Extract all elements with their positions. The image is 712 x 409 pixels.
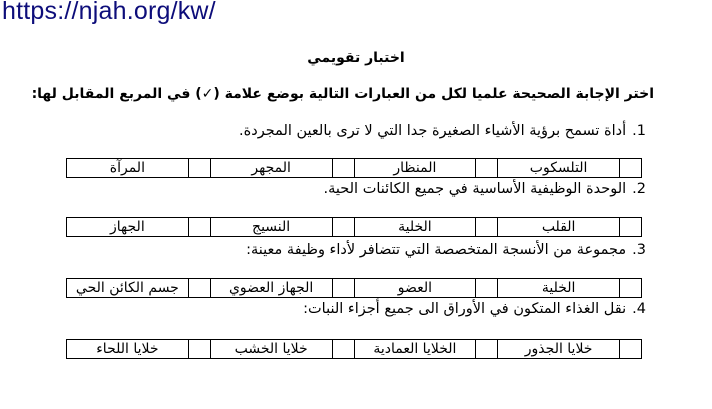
answer-checkbox[interactable] [619, 340, 641, 358]
answer-checkbox[interactable] [619, 279, 641, 297]
option-label: القلب [541, 219, 576, 235]
instruction-text: اختر الإجابة الصحيحة علميا لكل من العبارات التالية بوضع علامة (✓) في المربع المقابل لها: [31, 86, 654, 102]
option-3-1 [497, 279, 641, 297]
answer-checkbox[interactable] [619, 218, 641, 236]
question-text: مجموعة من الأنسجة المتخصصة التي تتضافر لأداء وظيفة معينة: [246, 242, 627, 258]
answer-checkbox[interactable] [475, 218, 497, 236]
answer-checkbox[interactable] [475, 159, 497, 177]
option-2-1 [497, 218, 641, 236]
question-4 [303, 301, 646, 317]
question-3 [246, 242, 646, 258]
option-1-1 [497, 159, 641, 177]
option-label: الخلية [398, 219, 432, 235]
option-2-2 [354, 218, 498, 236]
answer-checkbox[interactable] [475, 340, 497, 358]
option-label: المرآة [109, 160, 145, 176]
options-row-3 [66, 278, 642, 298]
option-label: جسم الكائن الحي [75, 280, 179, 296]
options-row-4 [66, 339, 642, 359]
answer-checkbox[interactable] [332, 340, 354, 358]
options-row-1 [66, 158, 642, 178]
option-label: الجهاز [110, 219, 145, 235]
answer-checkbox[interactable] [332, 159, 354, 177]
option-2-4 [67, 218, 210, 236]
option-4-3 [210, 340, 354, 358]
question-2 [324, 181, 646, 197]
option-label: خلايا الخشب [234, 341, 308, 357]
option-label: المجهر [251, 160, 291, 176]
answer-checkbox[interactable] [475, 279, 497, 297]
source-url[interactable]: https://njah.org/kw/ [2, 0, 216, 25]
question-number: 1. [632, 123, 646, 139]
option-label: خلايا اللحاء [96, 341, 159, 357]
option-4-2 [354, 340, 498, 358]
question-1 [239, 123, 646, 139]
quiz-title: اختبار تقويمي [307, 50, 405, 66]
question-number: 2. [632, 181, 646, 197]
option-label: المنظار [393, 160, 437, 176]
option-label: خلايا الجذور [524, 341, 593, 357]
option-1-4 [67, 159, 210, 177]
option-3-2 [354, 279, 498, 297]
option-2-3 [210, 218, 354, 236]
option-label: النسيج [252, 219, 291, 235]
answer-checkbox[interactable] [188, 159, 210, 177]
options-row-2 [66, 217, 642, 237]
option-4-4 [67, 340, 210, 358]
question-number: 4. [632, 301, 646, 317]
option-3-3 [210, 279, 354, 297]
option-label: التلسكوب [529, 160, 588, 176]
answer-checkbox[interactable] [188, 279, 210, 297]
question-number: 3. [632, 242, 646, 258]
answer-checkbox[interactable] [619, 159, 641, 177]
answer-checkbox[interactable] [332, 218, 354, 236]
option-label: العضو [397, 280, 433, 296]
question-text: نقل الغذاء المتكون في الأوراق الى جميع أجزاء النبات: [303, 301, 627, 317]
answer-checkbox[interactable] [188, 218, 210, 236]
option-label: الجهاز العضوي [228, 280, 314, 296]
question-text: الوحدة الوظيفية الأساسية في جميع الكائنات الحية. [323, 181, 627, 197]
question-text: أداة تسمح برؤية الأشياء الصغيرة جدا التي لا ترى بالعين المجردة. [239, 123, 627, 139]
option-4-1 [497, 340, 641, 358]
option-label: الخلية [541, 280, 576, 296]
option-3-4 [67, 279, 210, 297]
answer-checkbox[interactable] [188, 340, 210, 358]
answer-checkbox[interactable] [332, 279, 354, 297]
option-label: الخلايا العمادية [373, 341, 457, 357]
option-1-3 [210, 159, 354, 177]
option-1-2 [354, 159, 498, 177]
